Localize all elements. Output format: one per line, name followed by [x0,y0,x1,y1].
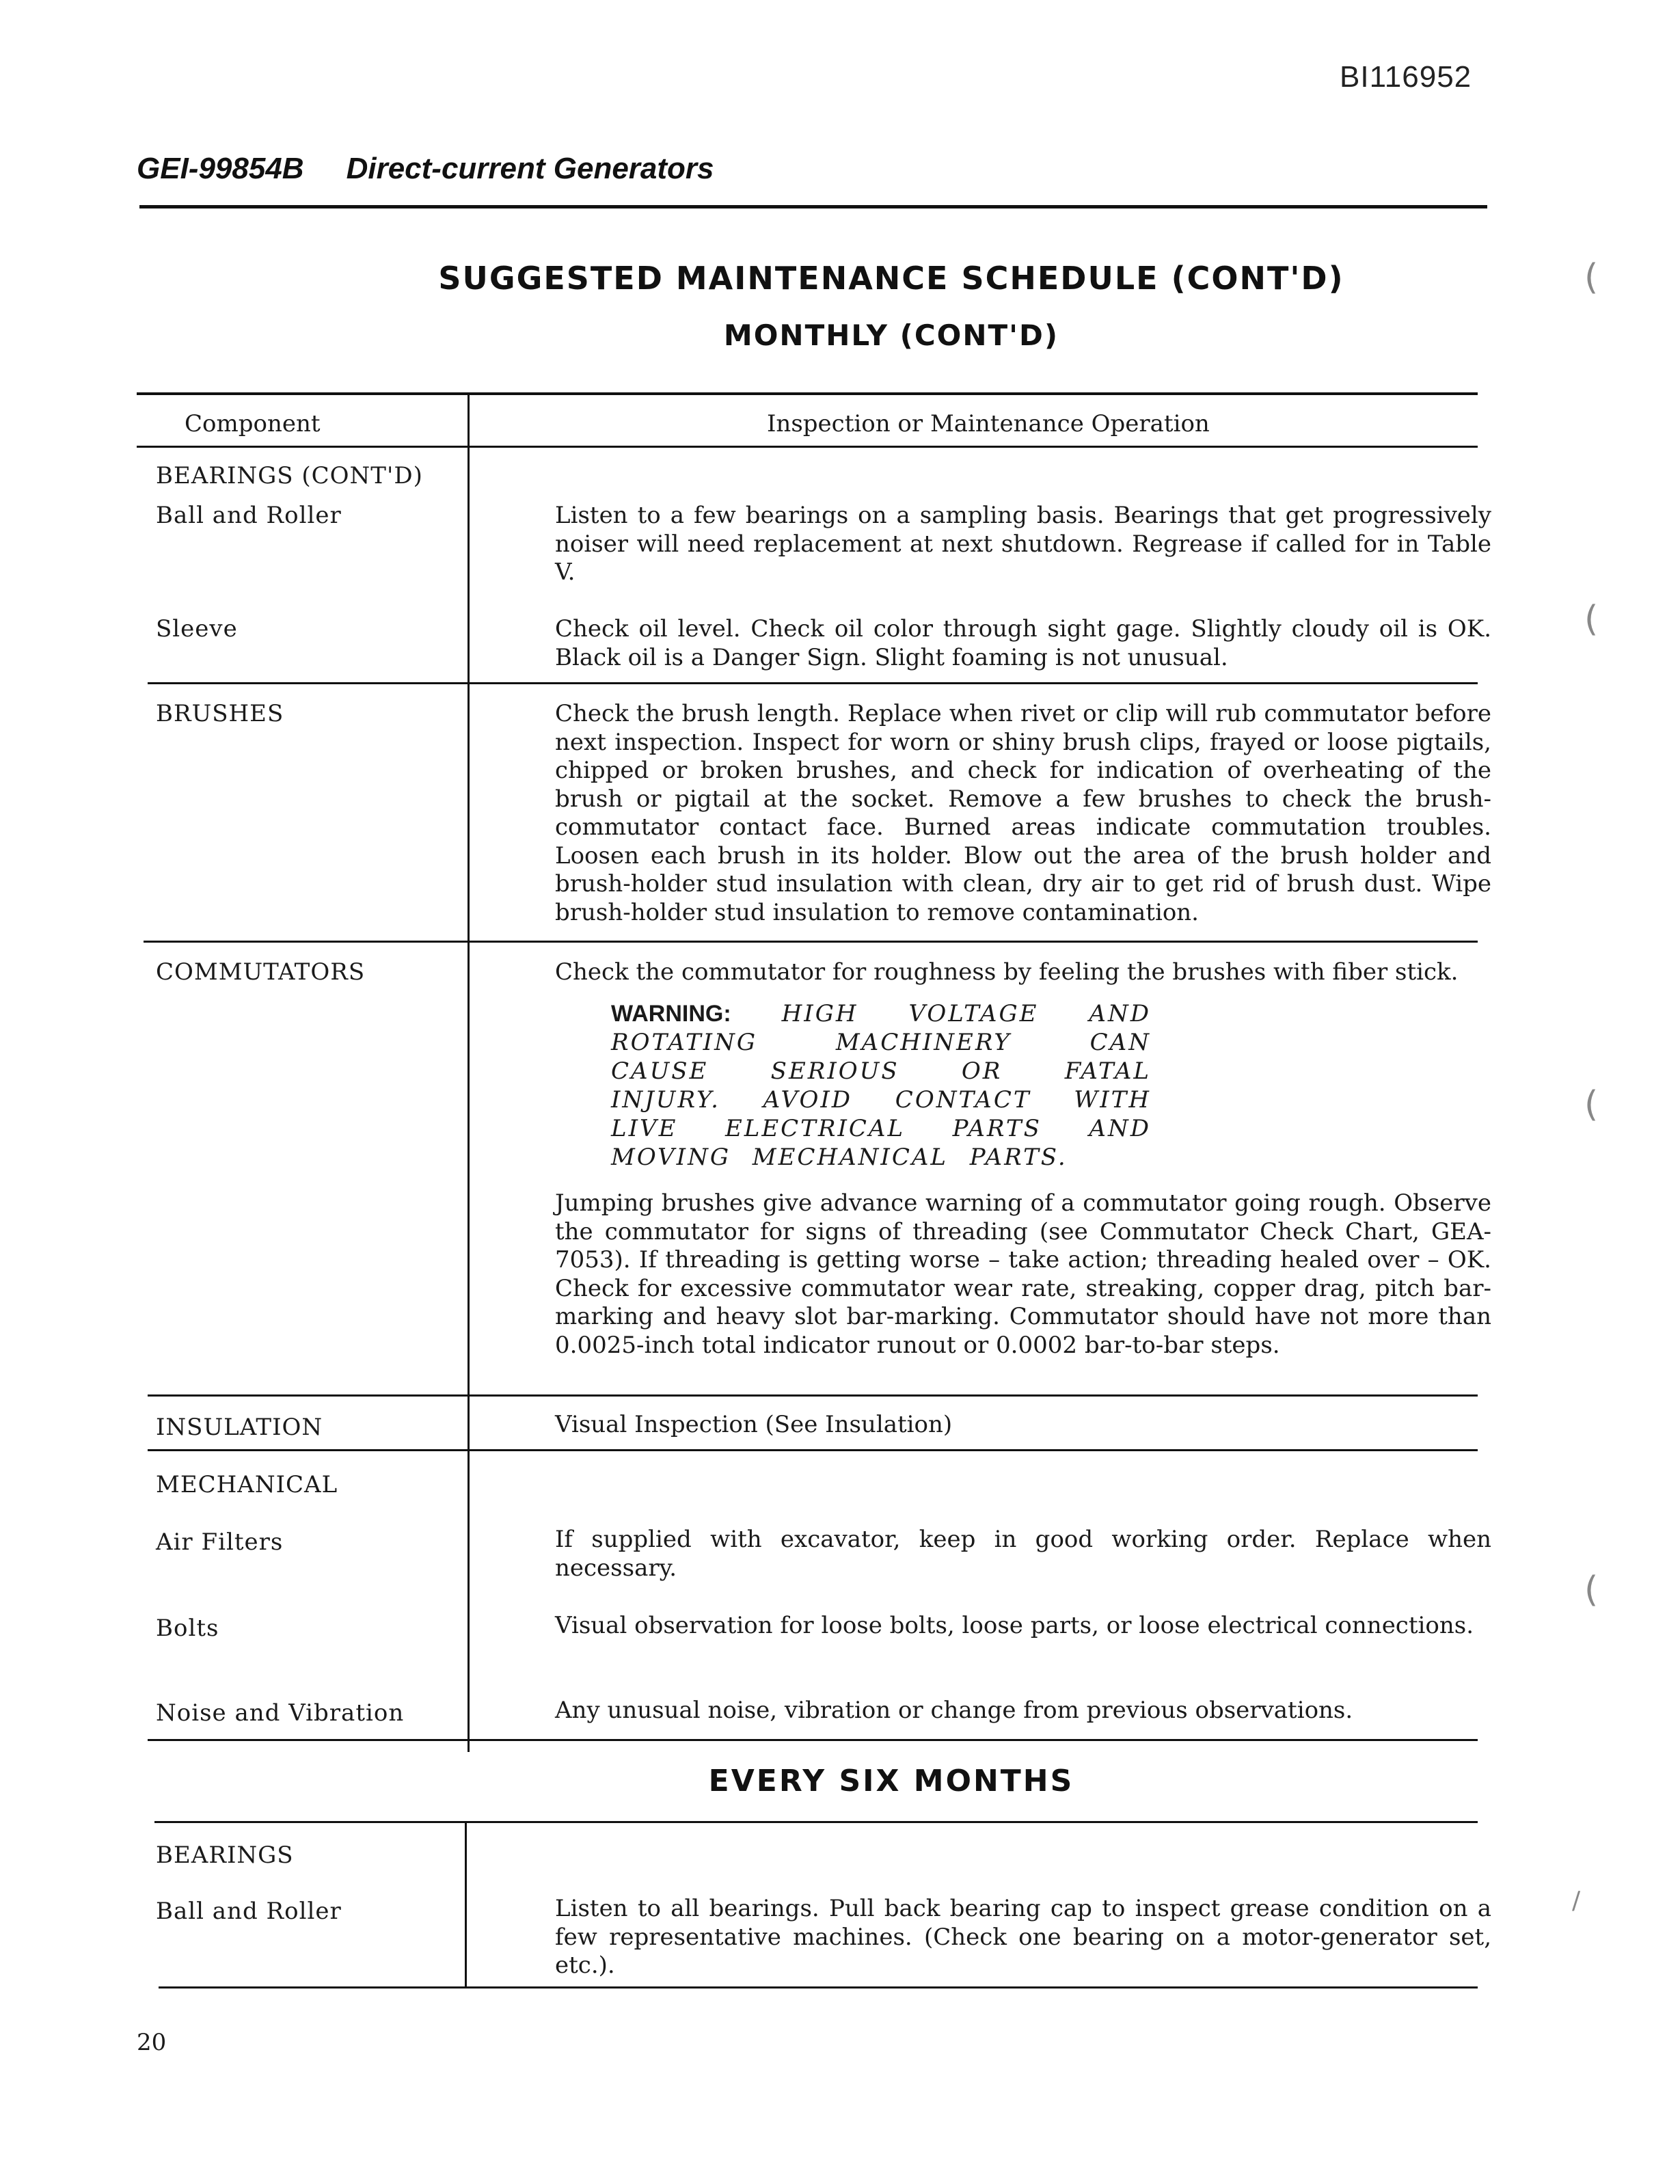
margin-mark: ( [1584,257,1599,298]
margin-mark: / [1572,1887,1581,1915]
commutators-text-2: Jumping brushes give advance warning of a commutator going rough. Observe the commutator for signs of threading (see Commutator Check Chart, GEA-7053). If threading is getting worse – take action; threading healed over – OK. Check for excessive commutator wear rate, streaking, copper drag, pitch bar-marking and heavy slot bar-marking. Commutator should have not more than 0.0025-inch total indicator runout or 0.0002 bar-to-bar steps. [555,1189,1491,1359]
row-label-bearings-2: BEARINGS [156,1842,294,1869]
sleeve-text: Check oil level. Check oil color through sight gage. Slightly cloudy oil is OK. Black oil is a Danger Sign. Slight foaming is not unusual. [555,615,1491,671]
row-label-air-filters: Air Filters [156,1528,284,1556]
margin-mark: ( [1584,1084,1599,1125]
page-subtitle: MONTHLY (CONT'D) [723,319,1059,352]
row-label-ball-roller-2: Ball and Roller [156,1898,342,1925]
row-label-mechanical: MECHANICAL [156,1471,338,1498]
document-subject: Direct-current Generators [346,152,714,185]
commutators-text-1: Check the commutator for roughness by feeling the brushes with fiber stick. [555,958,1459,986]
air-filters-text: If supplied with excavator, keep in good working order. Replace when necessary. [555,1526,1491,1582]
header-rule [139,205,1487,208]
brushes-text: Check the brush length. Replace when rivet or clip will rub commutator before next inspection. Inspect for worn or shiny brush clips, frayed or loose pigtails, chipped or broken brushes, and check for indication of overheating of the brush or pigtail at the socket. Remove a few brushes to check the brush-commutator contact face. Burned areas indicate commutation troubles. Loosen each brush in its holder. Blow out the area of the brush holder and brush-holder stud insulation with clean, dry air to get rid of brush dust. Wipe brush-holder stud insulation to remove contamination. [555,700,1491,926]
row-divider [144,941,1478,943]
column-header-component: Component [185,410,321,437]
row-divider [148,1394,1478,1397]
running-header [137,152,714,186]
row-label-brushes: BRUSHES [156,700,284,727]
noise-vibration-text: Any unusual noise, vibration or change from previous observations. [555,1697,1353,1724]
page-number: 20 [137,2029,167,2056]
insulation-text: Visual Inspection (See Insulation) [555,1411,953,1438]
table2-bottom-rule [159,1986,1478,1988]
row-divider [148,1449,1478,1451]
table-bottom-rule [148,1739,1478,1741]
margin-mark: ( [1584,1569,1599,1610]
table2-top-rule [154,1821,1478,1823]
row-label-bolts: Bolts [156,1615,219,1642]
table-header-rule [137,446,1478,448]
margin-mark: ( [1584,599,1599,640]
ball-roller-text-2: Listen to all bearings. Pull back bearing cap to inspect grease condition on a few representative machines. (Check one bearing on a motor-generator set, etc.). [555,1895,1491,1979]
row-label-sleeve: Sleeve [156,615,238,643]
row-label-insulation: INSULATION [156,1414,323,1441]
table2-column-divider [465,1822,467,1988]
bolts-text: Visual observation for loose bolts, loose parts, or loose electrical connections. [555,1612,1474,1639]
row-label-commutators: COMMUTATORS [156,958,366,986]
section-heading-every-six-months: EVERY SIX MONTHS [708,1764,1074,1798]
warning-text: HIGH VOLTAGE AND ROTATING MACHINERY CAN CAUSE SERIOUS OR FATAL INJURY. AVOID CONTACT WITH LIVE ELECTRICAL PARTS AND MOVING MECHANICAL PARTS. [611,1000,1151,1171]
warning-label: WARNING: [611,1001,731,1027]
warning-note [611,999,1151,1172]
table-top-rule [137,392,1478,395]
table-column-divider [468,394,470,1752]
row-label-noise-vibration: Noise and Vibration [156,1699,405,1727]
column-header-operation: Inspection or Maintenance Operation [767,410,1210,437]
document-code: GEI-99854B [137,152,304,185]
row-label-ball-roller: Ball and Roller [156,502,342,529]
document-id: BI116952 [1340,60,1472,94]
row-label-bearings: BEARINGS (CONT'D) [156,462,423,489]
row-divider [148,682,1478,684]
page-title: SUGGESTED MAINTENANCE SCHEDULE (CONT'D) [438,260,1344,297]
ball-roller-text: Listen to a few bearings on a sampling basis. Bearings that get progressively noiser will need replacement at next shutdown. Regrease if called for in Table V. [555,502,1491,586]
